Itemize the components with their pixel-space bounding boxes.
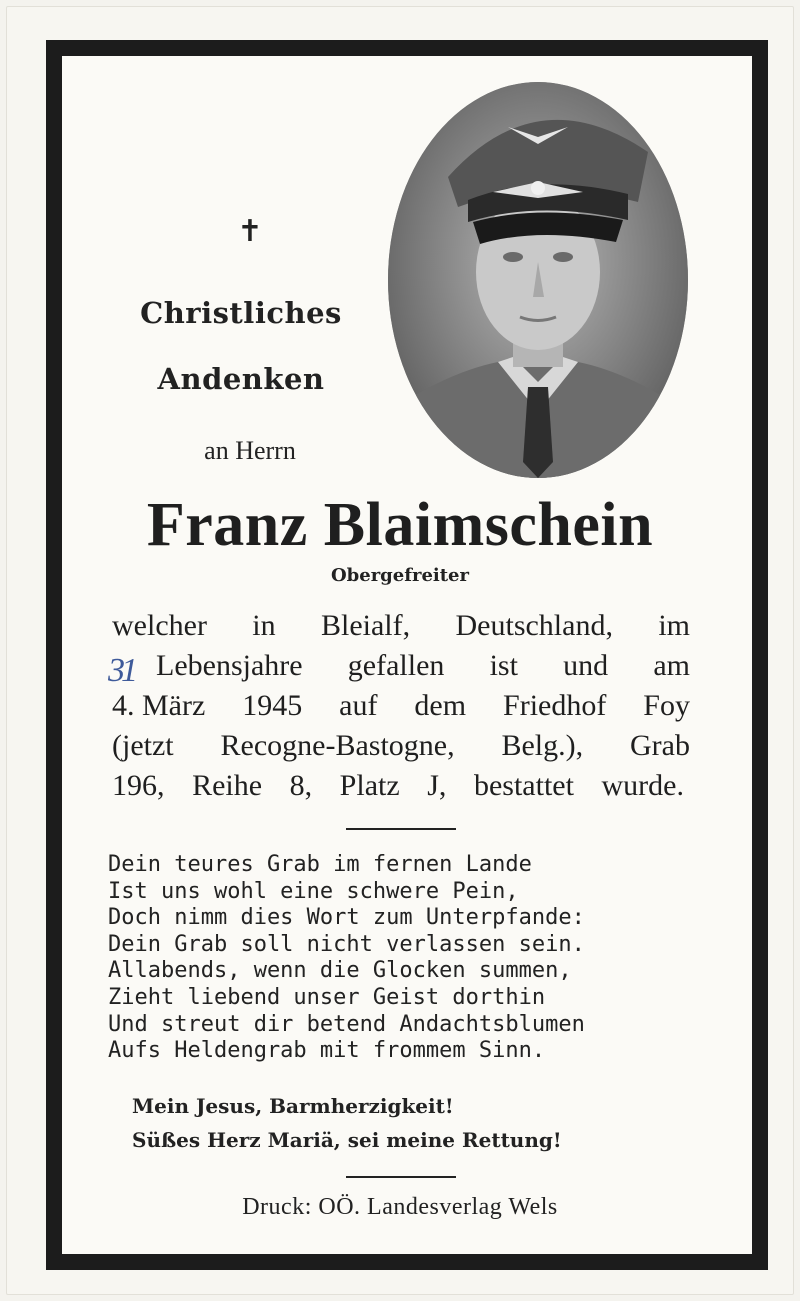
prayer-line-2: Süßes Herz Mariä, sei meine Rettung! xyxy=(132,1128,562,1152)
salutation: an Herrn xyxy=(204,436,296,465)
poem-line: Und streut dir betend Andachtsblumen xyxy=(108,1011,585,1037)
portrait-photo xyxy=(388,82,688,478)
poem-line: Dein teures Grab im fernen Lande xyxy=(108,852,532,877)
poem-line: Zieht liebend unser Geist dorthin xyxy=(108,984,546,1010)
poem-line: Ist uns wohl eine schwere Pein, xyxy=(108,878,519,904)
bio-line: 196, Reihe 8, Platz J, bestattet wurde. xyxy=(112,769,684,802)
deceased-name: Franz Blaimschein xyxy=(146,491,654,559)
prayer-line-1: Mein Jesus, Barmherzigkeit! xyxy=(132,1094,454,1118)
divider xyxy=(346,828,456,830)
poem-line: Aufs Heldengrab mit frommem Sinn. xyxy=(108,1038,546,1064)
handwritten-age: 31 xyxy=(108,652,134,689)
memorial-poem xyxy=(108,852,698,1065)
poem-line: Doch nimm dies Wort zum Unterpfande: xyxy=(108,905,585,931)
poem-line: Allabends, wenn die Glocken summen, xyxy=(108,958,572,984)
poem-line: Dein Grab soll nicht verlassen sein. xyxy=(108,931,585,957)
cross-icon: ✝ xyxy=(237,214,263,249)
bio-line: welcher in Bleialf, Deutschland, im xyxy=(112,609,690,642)
divider xyxy=(346,1176,456,1178)
bio-line: (jetzt Recogne-Bastogne, Belg.), Grab xyxy=(112,729,690,762)
printer-imprint: Druck: OÖ. Landesverlag Wels xyxy=(242,1194,558,1220)
bio-line: 4. März 1945 auf dem Friedhof Foy xyxy=(112,689,690,722)
heading-line-2: Andenken xyxy=(157,362,325,396)
bio-line: Lebensjahre gefallen ist und am xyxy=(156,649,690,682)
military-rank: Obergefreiter xyxy=(330,565,469,586)
biography-text xyxy=(112,606,690,806)
heading-line-1: Christliches xyxy=(140,296,342,330)
